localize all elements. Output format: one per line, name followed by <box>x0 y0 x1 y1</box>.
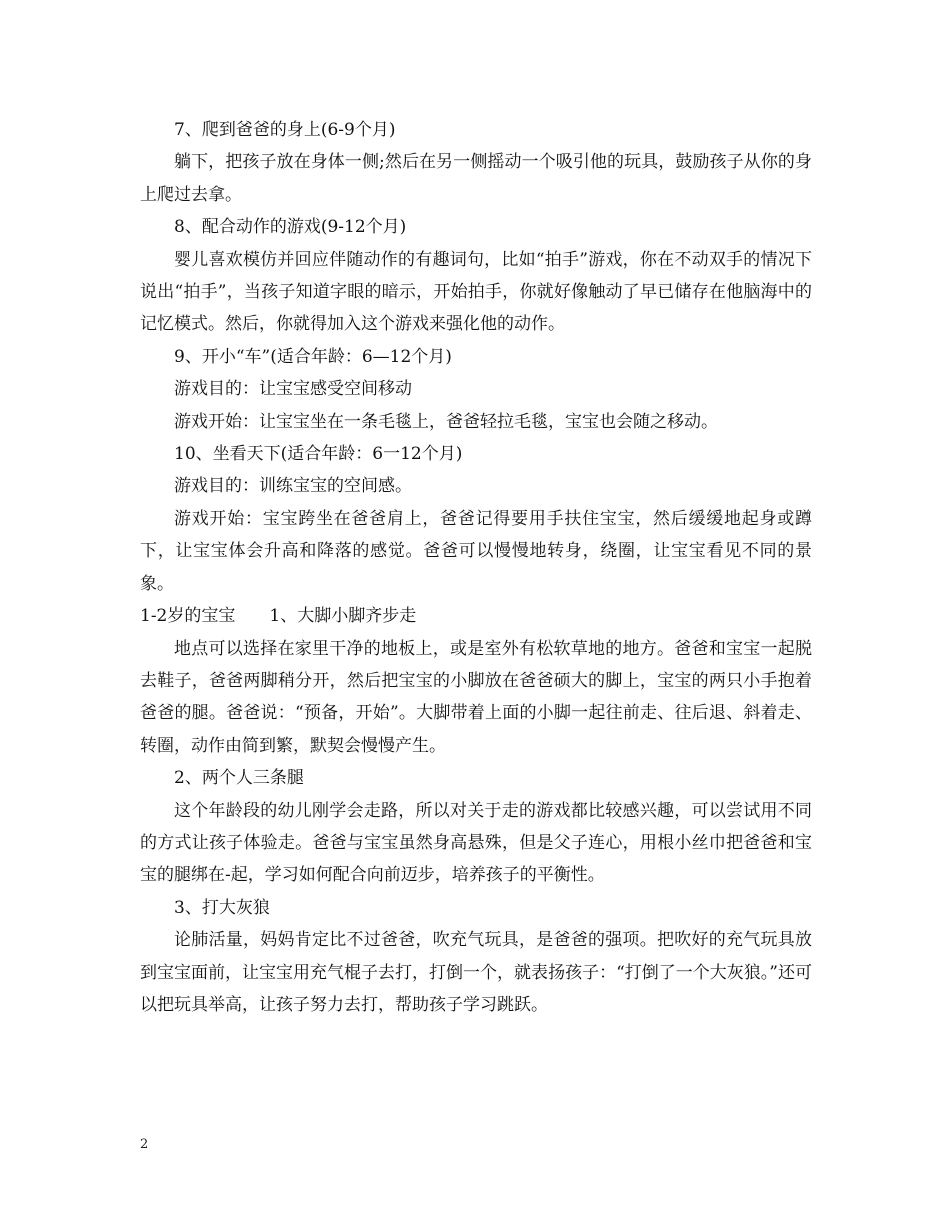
paragraph-big-wolf: 论肺活量，妈妈肯定比不过爸爸，吹充气玩具，是爸爸的强项。把吹好的充气玩具放到宝宝面前，让宝宝用充气棍子去打，打倒一个，就表扬孩子：“打倒了一个大灰狼。”还可以把玩具举高，让孩子努力去打，帮助孩子学习跳跃。 <box>140 930 812 1015</box>
heading-three-legs: 2、两个人三条腿 <box>174 768 304 789</box>
heading-big-wolf: 3、打大灰狼 <box>174 897 270 918</box>
heading-action-game: 8、配合动作的游戏(9-12个月) <box>174 217 407 238</box>
start-drive-car: 游戏开始：让宝宝坐在一条毛毯上，爸爸轻拉毛毯，宝宝也会随之移动。 <box>174 411 718 432</box>
heading-crawl-on-dad: 7、爬到爸爸的身上(6-9个月) <box>174 120 396 140</box>
start-watch-world: 游戏开始：宝宝跨坐在爸爸肩上，爸爸记得要用手扶住宝宝，然后缓缓地起身或蹲下，让宝宝体会升高和降落的感觉。爸爸可以慢慢地转身，绕圈，让宝宝看见不同的景象。 <box>140 508 812 594</box>
paragraph-action-game: 婴儿喜欢模仿并回应伴随动作的有趣词句，比如“拍手”游戏，你在不动双手的情况下说出“拍手”，当孩子知道字眼的暗示，开始拍手，你就好像触动了早已储存在他脑海中的记忆模式。然后，你就得加入这个游戏来强化他的动作。 <box>140 249 812 335</box>
heading-drive-car: 9、开小“车”(适合年龄：6—12个月) <box>174 346 452 367</box>
document-body <box>140 114 812 1021</box>
paragraph-big-feet-small-feet: 地点可以选择在家里干净的地板上，或是室外有松软草地的地方。爸爸和宝宝一起脱去鞋子，爸爸两脚稍分开，然后把宝宝的小脚放在爸爸硕大的脚上，宝宝的两只小手抱着爸爸的腿。爸爸说：“预备，开始”。大脚带着上面的小脚一起往前走、往后退、斜着走、转圈，动作由简到繁，默契会慢慢产生。 <box>140 638 812 756</box>
paragraph-three-legs: 这个年龄段的幼儿刚学会走路，所以对关于走的游戏都比较感兴趣，可以尝试用不同的方式让孩子体验走。爸爸与宝宝虽然身高悬殊，但是父子连心，用根小丝巾把爸爸和宝宝的腿绑在-起，学习如何配合向前迈步，培养孩子的平衡性。 <box>140 800 812 886</box>
purpose-watch-world: 游戏目的：训练宝宝的空间感。 <box>174 476 412 497</box>
page-number: 2 <box>140 1137 149 1152</box>
paragraph-crawl-on-dad: 躺下，把孩子放在身体一侧;然后在另一侧摇动一个吸引他的玩具，鼓励孩子从你的身上爬过去拿。 <box>140 152 812 205</box>
heading-watch-world: 10、坐看天下(适合年龄：6一12个月) <box>174 444 463 465</box>
age-section-heading: 1-2岁的宝宝 1、大脚小脚齐步走 <box>140 606 417 627</box>
purpose-drive-car: 游戏目的：让宝宝感受空间移动 <box>174 379 412 400</box>
